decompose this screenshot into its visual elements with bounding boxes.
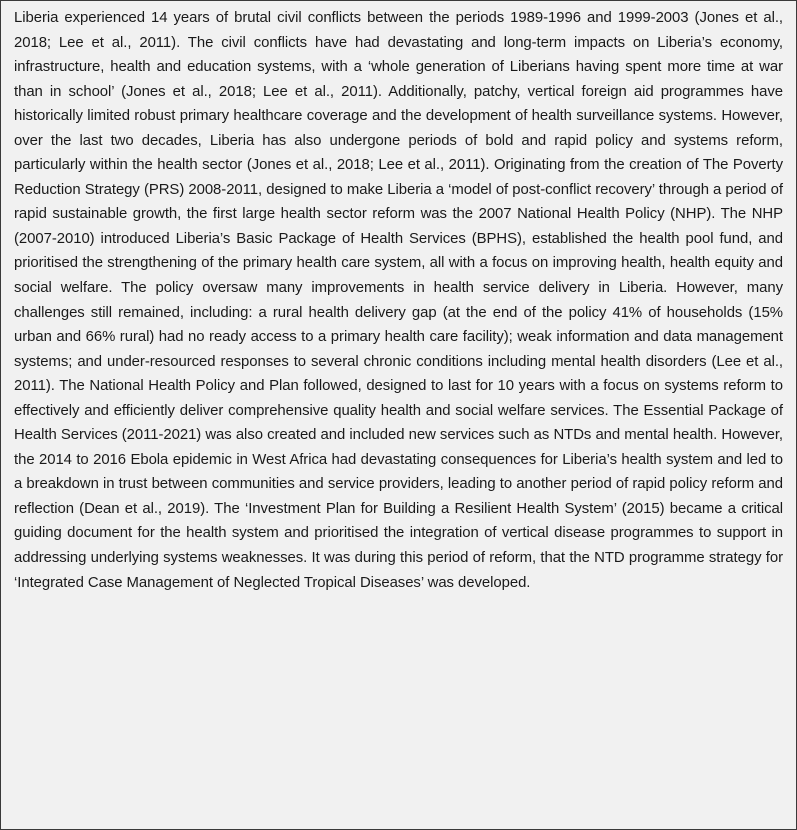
body-paragraph: Liberia experienced 14 years of brutal civil conflicts between the periods 1989-1996 and 1999-2003 (Jones et al., 2018; Lee et al., 2011). The civil conflicts have had devastating and long-term impacts on Liberia’s economy, infrastructure, health and education systems, with a ‘whole generation of Liberians having spent more time at war than in school’ (Jones et al., 2018; Lee et al., 2011). Additionally, patchy, vertical foreign aid programmes have historically limited robust primary healthcare coverage and the development of health surveillance systems. However, over the last two decades, Liberia has also undergone periods of bold and rapid policy and systems reform, particularly within the health sector (Jones et al., 2018; Lee et al., 2011). Originating from the creation of The Poverty Reduction Strategy (PRS) 2008-2011, designed to make Liberia a ‘model of post-conflict recovery’ through a period of rapid sustainable growth, the first large health sector reform was the 2007 National Health Policy (NHP). The NHP (2007-2010) introduced Liberia’s Basic Package of Health Services (BPHS), established the health pool fund, and prioritised the strengthening of the primary health care system, all with a focus on improving health, health equity and social welfare. The policy oversaw many improvements in health service delivery in Liberia. However, many challenges still remained, including: a rural health delivery gap (at the end of the policy 41% of households (15% urban and 66% rural) had no ready access to a primary health care facility); weak information and data management systems; and under-resourced responses to several chronic conditions including mental health disorders (Lee et al., 2011). The National Health Policy and Plan followed, designed to last for 10 years with a focus on systems reform to effectively and efficiently deliver comprehensive quality health and social welfare services. The Essential Package of Health Services (2011-2021) was also created and included new services such as NTDs and mental health. However, the 2014 to 2016 Ebola epidemic in West Africa had devastating consequences for Liberia’s health system and led to a breakdown in trust between communities and service providers, leading to another period of rapid policy reform and reflection (Dean et al., 2019). The ‘Investment Plan for Building a Resilient Health System’ (2015) became a critical guiding document for the health system and prioritised the integration of vertical disease programmes to support in addressing underlying systems weaknesses. It was during this period of reform, that the NTD programme strategy for ‘Integrated Case Management of Neglected Tropical Diseases’ was developed. [14, 10, 783, 591]
